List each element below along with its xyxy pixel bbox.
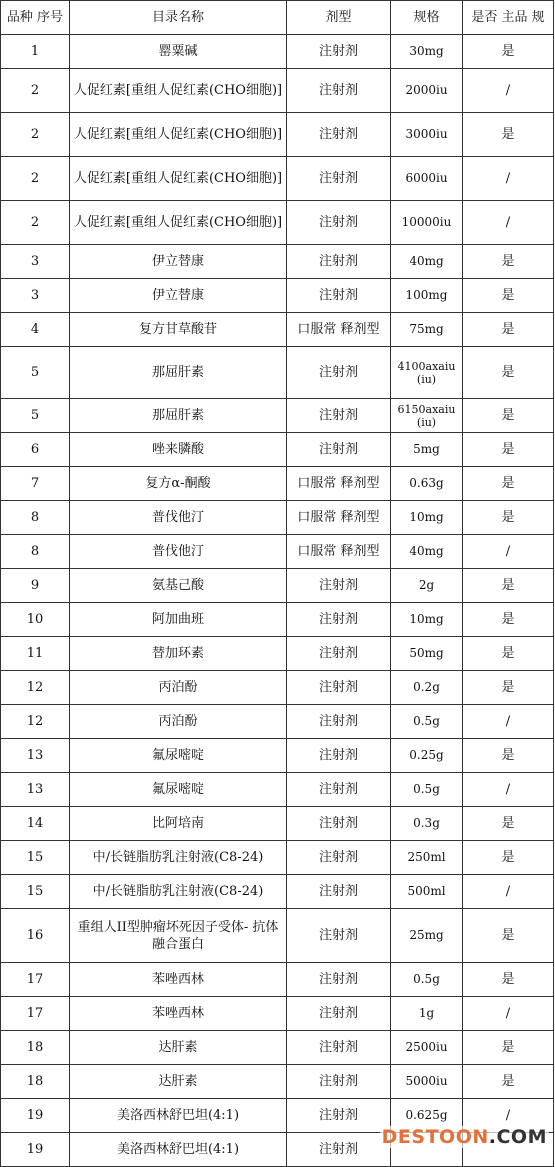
- row-is-main-spec: 是: [463, 909, 554, 963]
- row-serial-no: 15: [1, 841, 70, 875]
- row-specification: [391, 399, 463, 433]
- row-catalog-name: 中/长链脂肪乳注射液(C8-24): [70, 841, 287, 875]
- header-dosage-form: 剂型: [287, 1, 391, 35]
- row-catalog-name: 中/长链脂肪乳注射液(C8-24): [70, 875, 287, 909]
- row-catalog-name: 比阿培南: [70, 807, 287, 841]
- destoon-watermark-logo: [380, 1126, 549, 1148]
- row-specification: 2g: [391, 569, 463, 603]
- row-is-main-spec: /: [463, 69, 554, 113]
- row-catalog-name: 人促红素[重组人促红素(CHO细胞)]: [70, 201, 287, 245]
- row-catalog-name: 氟尿嘧啶: [70, 739, 287, 773]
- table-row: [1, 113, 554, 157]
- row-catalog-name: 达肝素: [70, 1031, 287, 1065]
- row-catalog-name: 复方α-酮酸: [70, 467, 287, 501]
- row-serial-no: 12: [1, 671, 70, 705]
- row-is-main-spec: /: [463, 773, 554, 807]
- row-dosage-form: 注射剂: [287, 1065, 391, 1099]
- row-serial-no: 2: [1, 157, 70, 201]
- row-dosage-form: 注射剂: [287, 157, 391, 201]
- row-is-main-spec: /: [463, 535, 554, 569]
- table-row: [1, 245, 554, 279]
- row-serial-no: 19: [1, 1133, 70, 1167]
- row-dosage-form: 注射剂: [287, 1133, 391, 1167]
- table-row: [1, 637, 554, 671]
- row-serial-no: 17: [1, 963, 70, 997]
- row-catalog-name: 普伐他汀: [70, 501, 287, 535]
- row-serial-no: 6: [1, 433, 70, 467]
- row-specification: 50mg: [391, 637, 463, 671]
- table-row: [1, 963, 554, 997]
- table-row: [1, 841, 554, 875]
- table-row: [1, 157, 554, 201]
- row-specification: 2000iu: [391, 69, 463, 113]
- row-dosage-form: 口服常 释剂型: [287, 501, 391, 535]
- row-dosage-form: 注射剂: [287, 279, 391, 313]
- row-serial-no: 18: [1, 1031, 70, 1065]
- table-row: [1, 69, 554, 113]
- row-specification: 40mg: [391, 535, 463, 569]
- row-serial-no: 2: [1, 69, 70, 113]
- spec-value-line: 6150axaiu: [397, 402, 456, 416]
- row-specification: 75mg: [391, 313, 463, 347]
- spec-unit-line: (iu): [416, 372, 437, 386]
- row-serial-no: 15: [1, 875, 70, 909]
- row-dosage-form: 注射剂: [287, 705, 391, 739]
- row-specification: 0.5g: [391, 773, 463, 807]
- row-dosage-form: 注射剂: [287, 35, 391, 69]
- row-is-main-spec: 是: [463, 501, 554, 535]
- row-catalog-name: 苯唑西林: [70, 963, 287, 997]
- row-is-main-spec: 是: [463, 313, 554, 347]
- table-row: [1, 1065, 554, 1099]
- row-catalog-name: 美洛西林舒巴坦(4:1): [70, 1099, 287, 1133]
- row-is-main-spec: 是: [463, 569, 554, 603]
- row-is-main-spec: 是: [463, 739, 554, 773]
- row-dosage-form: 口服常 释剂型: [287, 313, 391, 347]
- row-is-main-spec: 是: [463, 963, 554, 997]
- header-is-main-spec: 是否 主品 规: [463, 1, 554, 35]
- row-dosage-form: 注射剂: [287, 997, 391, 1031]
- row-specification: 5mg: [391, 433, 463, 467]
- row-is-main-spec: /: [463, 1099, 554, 1133]
- row-specification: 0.2g: [391, 671, 463, 705]
- row-serial-no: 17: [1, 997, 70, 1031]
- row-specification: 0.5g: [391, 963, 463, 997]
- row-specification: 25mg: [391, 909, 463, 963]
- row-catalog-name: 那屈肝素: [70, 399, 287, 433]
- header-serial-no: 品种 序号: [1, 1, 70, 35]
- table-row: [1, 569, 554, 603]
- row-is-main-spec: 是: [463, 433, 554, 467]
- row-dosage-form: 注射剂: [287, 433, 391, 467]
- table-header-row: [1, 1, 554, 35]
- row-specification: 0.63g: [391, 467, 463, 501]
- watermark-text-b: COM: [496, 1126, 547, 1148]
- row-dosage-form: 注射剂: [287, 1099, 391, 1133]
- row-specification: 10000iu: [391, 201, 463, 245]
- row-serial-no: 3: [1, 279, 70, 313]
- spec-value-line: 4100axaiu: [397, 359, 456, 373]
- row-dosage-form: 注射剂: [287, 841, 391, 875]
- row-specification: 3000iu: [391, 113, 463, 157]
- row-serial-no: 13: [1, 773, 70, 807]
- row-catalog-name: 氨基己酸: [70, 569, 287, 603]
- row-dosage-form: 注射剂: [287, 875, 391, 909]
- table-row: [1, 313, 554, 347]
- row-specification: 2500iu: [391, 1031, 463, 1065]
- row-dosage-form: 注射剂: [287, 603, 391, 637]
- row-serial-no: 10: [1, 603, 70, 637]
- row-catalog-name: 重组人II型肿瘤坏死因子受体- 抗体融合蛋白: [70, 909, 287, 963]
- table-row: [1, 875, 554, 909]
- row-is-main-spec: /: [463, 157, 554, 201]
- row-specification: 10mg: [391, 603, 463, 637]
- row-serial-no: 4: [1, 313, 70, 347]
- row-specification: 10mg: [391, 501, 463, 535]
- row-dosage-form: 注射剂: [287, 113, 391, 157]
- row-dosage-form: 注射剂: [287, 69, 391, 113]
- row-dosage-form: 注射剂: [287, 671, 391, 705]
- row-specification: 0.25g: [391, 739, 463, 773]
- row-catalog-name: 人促红素[重组人促红素(CHO细胞)]: [70, 157, 287, 201]
- row-serial-no: 2: [1, 113, 70, 157]
- row-specification: 500ml: [391, 875, 463, 909]
- row-catalog-name: 阿加曲班: [70, 603, 287, 637]
- table-row: [1, 705, 554, 739]
- row-specification: [391, 347, 463, 399]
- row-is-main-spec: /: [463, 201, 554, 245]
- row-is-main-spec: /: [463, 997, 554, 1031]
- row-serial-no: 8: [1, 501, 70, 535]
- row-is-main-spec: 是: [463, 637, 554, 671]
- row-serial-no: 3: [1, 245, 70, 279]
- watermark-text-a: DESTOON: [381, 1126, 489, 1148]
- table-row: [1, 671, 554, 705]
- row-dosage-form: 注射剂: [287, 347, 391, 399]
- row-is-main-spec: 是: [463, 1031, 554, 1065]
- row-catalog-name: 那屈肝素: [70, 347, 287, 399]
- row-serial-no: 19: [1, 1099, 70, 1133]
- table-row: [1, 773, 554, 807]
- row-catalog-name: 达肝素: [70, 1065, 287, 1099]
- row-is-main-spec: 是: [463, 35, 554, 69]
- spec-unit-line: (iu): [416, 415, 437, 429]
- table-row: [1, 501, 554, 535]
- row-is-main-spec: 是: [463, 841, 554, 875]
- row-catalog-name: 复方甘草酸苷: [70, 313, 287, 347]
- row-specification: 100mg: [391, 279, 463, 313]
- row-serial-no: 14: [1, 807, 70, 841]
- header-catalog-name: 目录名称: [70, 1, 287, 35]
- table-row: [1, 433, 554, 467]
- row-serial-no: 8: [1, 535, 70, 569]
- row-serial-no: 5: [1, 347, 70, 399]
- row-is-main-spec: 是: [463, 467, 554, 501]
- table-row: [1, 279, 554, 313]
- row-serial-no: 5: [1, 399, 70, 433]
- row-catalog-name: 氟尿嘧啶: [70, 773, 287, 807]
- row-is-main-spec: 是: [463, 1065, 554, 1099]
- row-is-main-spec: 是: [463, 603, 554, 637]
- row-is-main-spec: /: [463, 705, 554, 739]
- table-row: [1, 201, 554, 245]
- row-serial-no: 2: [1, 201, 70, 245]
- table-row: [1, 807, 554, 841]
- row-is-main-spec: 是: [463, 113, 554, 157]
- row-dosage-form: 注射剂: [287, 773, 391, 807]
- row-specification: 250ml: [391, 841, 463, 875]
- row-specification: 30mg: [391, 35, 463, 69]
- row-catalog-name: 伊立替康: [70, 279, 287, 313]
- row-dosage-form: 注射剂: [287, 569, 391, 603]
- row-specification: 40mg: [391, 245, 463, 279]
- header-specification: 规格: [391, 1, 463, 35]
- row-catalog-name: 罂粟碱: [70, 35, 287, 69]
- row-is-main-spec: /: [463, 875, 554, 909]
- table-row: [1, 1031, 554, 1065]
- row-is-main-spec: 是: [463, 347, 554, 399]
- row-catalog-name: 伊立替康: [70, 245, 287, 279]
- table-row: [1, 603, 554, 637]
- row-is-main-spec: 是: [463, 671, 554, 705]
- row-serial-no: 9: [1, 569, 70, 603]
- table-row: [1, 909, 554, 963]
- table-row: [1, 347, 554, 399]
- row-serial-no: 13: [1, 739, 70, 773]
- row-catalog-name: 普伐他汀: [70, 535, 287, 569]
- row-catalog-name: 替加环素: [70, 637, 287, 671]
- row-specification: 0.3g: [391, 807, 463, 841]
- row-specification: 0.5g: [391, 705, 463, 739]
- row-dosage-form: 注射剂: [287, 245, 391, 279]
- row-dosage-form: 注射剂: [287, 399, 391, 433]
- row-catalog-name: 唑来膦酸: [70, 433, 287, 467]
- row-specification: 0.625g: [391, 1099, 463, 1133]
- row-dosage-form: 注射剂: [287, 739, 391, 773]
- row-dosage-form: 注射剂: [287, 1031, 391, 1065]
- row-serial-no: 16: [1, 909, 70, 963]
- row-dosage-form: 注射剂: [287, 201, 391, 245]
- row-catalog-name: 丙泊酚: [70, 671, 287, 705]
- row-dosage-form: 注射剂: [287, 807, 391, 841]
- row-dosage-form: 注射剂: [287, 637, 391, 671]
- table-row: [1, 35, 554, 69]
- row-is-main-spec: 是: [463, 279, 554, 313]
- row-dosage-form: 注射剂: [287, 963, 391, 997]
- row-is-main-spec: 是: [463, 807, 554, 841]
- row-catalog-name: 丙泊酚: [70, 705, 287, 739]
- table-row: [1, 467, 554, 501]
- row-serial-no: 1: [1, 35, 70, 69]
- watermark-dot: .: [488, 1126, 497, 1148]
- row-serial-no: 12: [1, 705, 70, 739]
- row-is-main-spec: 是: [463, 245, 554, 279]
- row-catalog-name: 人促红素[重组人促红素(CHO细胞)]: [70, 113, 287, 157]
- row-dosage-form: 口服常 释剂型: [287, 467, 391, 501]
- table-row: [1, 535, 554, 569]
- row-catalog-name: 苯唑西林: [70, 997, 287, 1031]
- row-catalog-name: 美洛西林舒巴坦(4:1): [70, 1133, 287, 1167]
- table-row: [1, 399, 554, 433]
- row-catalog-name: 人促红素[重组人促红素(CHO细胞)]: [70, 69, 287, 113]
- table-row: [1, 739, 554, 773]
- row-specification: 5000iu: [391, 1065, 463, 1099]
- row-specification: 6000iu: [391, 157, 463, 201]
- row-serial-no: 18: [1, 1065, 70, 1099]
- table-row: [1, 997, 554, 1031]
- row-dosage-form: 口服常 释剂型: [287, 535, 391, 569]
- row-serial-no: 11: [1, 637, 70, 671]
- row-is-main-spec: 是: [463, 399, 554, 433]
- row-specification: 1g: [391, 997, 463, 1031]
- row-serial-no: 7: [1, 467, 70, 501]
- row-dosage-form: 注射剂: [287, 909, 391, 963]
